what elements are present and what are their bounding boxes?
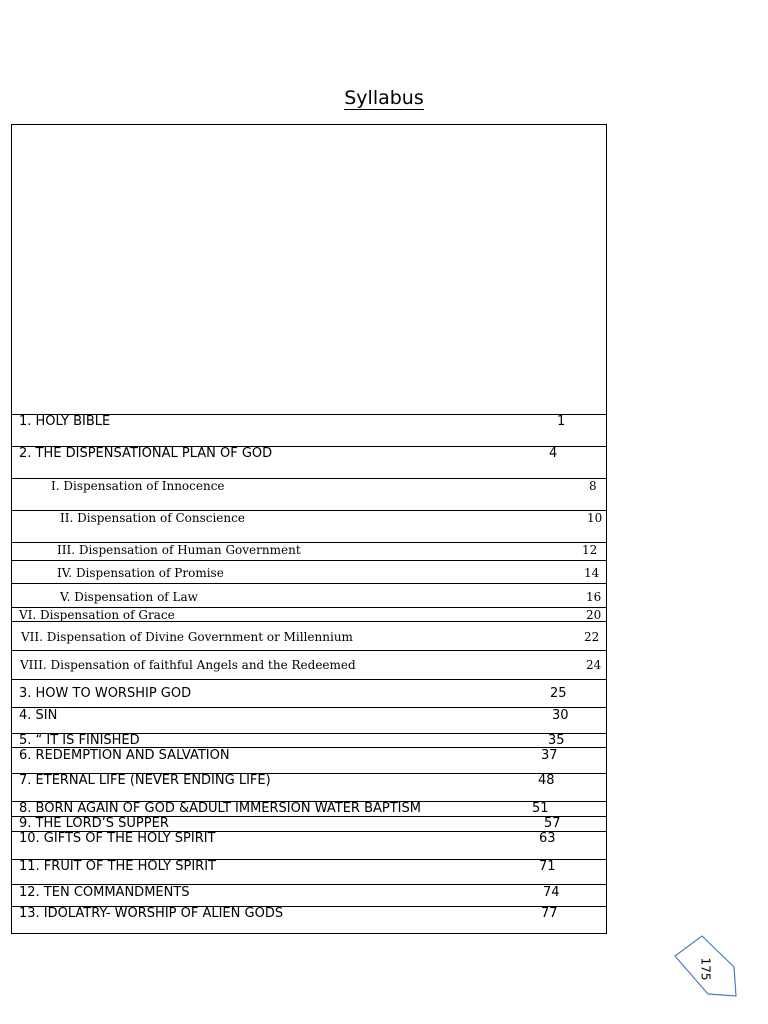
entry-label: 3. HOW TO WORSHIP GOD xyxy=(19,686,192,701)
entry-label: 12. TEN COMMANDMENTS xyxy=(19,885,190,900)
table-divider xyxy=(11,679,607,680)
entry-page: 51 xyxy=(532,801,549,816)
entry-label: 10. GIFTS OF THE HOLY SPIRIT xyxy=(19,831,216,846)
table-divider xyxy=(11,650,607,651)
entry-page: 25 xyxy=(550,686,567,701)
entry-label: 11. FRUIT OF THE HOLY SPIRIT xyxy=(19,859,216,874)
entry-label: VIII. Dispensation of faithful Angels and the Redeemed xyxy=(20,658,356,672)
entry-page: 71 xyxy=(539,859,556,874)
entry-page: 30 xyxy=(552,708,569,723)
entry-page: 63 xyxy=(539,831,556,846)
entry-page: 10 xyxy=(587,511,603,525)
entry-page: 4 xyxy=(549,446,558,461)
entry-label: V. Dispensation of Law xyxy=(60,590,198,604)
entry-label: I. Dispensation of Innocence xyxy=(51,479,225,493)
entry-label: IV. Dispensation of Promise xyxy=(57,566,224,580)
entry-label: 6. REDEMPTION AND SALVATION xyxy=(19,748,230,763)
entry-page: 35 xyxy=(548,733,565,748)
entry-page: 24 xyxy=(586,658,602,672)
entry-page: 77 xyxy=(541,906,558,921)
entry-page: 20 xyxy=(586,608,602,622)
entry-page: 22 xyxy=(584,630,600,644)
entry-label: II. Dispensation of Conscience xyxy=(60,511,245,525)
page-title-text: Syllabus xyxy=(344,87,424,109)
entry-label: 5. “ IT IS FINISHED xyxy=(19,733,140,748)
entry-page: 37 xyxy=(541,748,558,763)
table-divider xyxy=(11,707,607,708)
entry-page: 8 xyxy=(589,479,597,493)
entry-label: III. Dispensation of Human Government xyxy=(57,543,301,557)
entry-label: 8. BORN AGAIN OF GOD &ADULT IMMERSION WATER BAPTISM xyxy=(19,801,421,816)
entry-page: 14 xyxy=(584,566,600,580)
entry-label: 13. IDOLATRY- WORSHIP OF ALIEN GODS xyxy=(19,906,284,921)
entry-label: VI. Dispensation of Grace xyxy=(19,608,175,622)
entry-page: 12 xyxy=(582,543,598,557)
entry-page: 1 xyxy=(557,414,566,429)
entry-label: VII. Dispensation of Divine Government or Millennium xyxy=(21,630,353,644)
entry-label: 2. THE DISPENSATIONAL PLAN OF GOD xyxy=(19,446,273,461)
entry-page: 16 xyxy=(586,590,602,604)
entry-page: 74 xyxy=(543,885,560,900)
entry-label: 1. HOLY BIBLE xyxy=(19,414,111,429)
table-divider xyxy=(11,560,607,561)
entry-page: 48 xyxy=(538,773,555,788)
page-number: 175 xyxy=(698,957,713,981)
entry-label: 9. THE LORD’S SUPPER xyxy=(19,816,169,831)
entry-page: 57 xyxy=(544,816,561,831)
page-title xyxy=(0,86,768,110)
entry-label: 4. SIN xyxy=(19,708,58,723)
table-divider xyxy=(11,583,607,584)
entry-label: 7. ETERNAL LIFE (NEVER ENDING LIFE) xyxy=(19,773,271,788)
